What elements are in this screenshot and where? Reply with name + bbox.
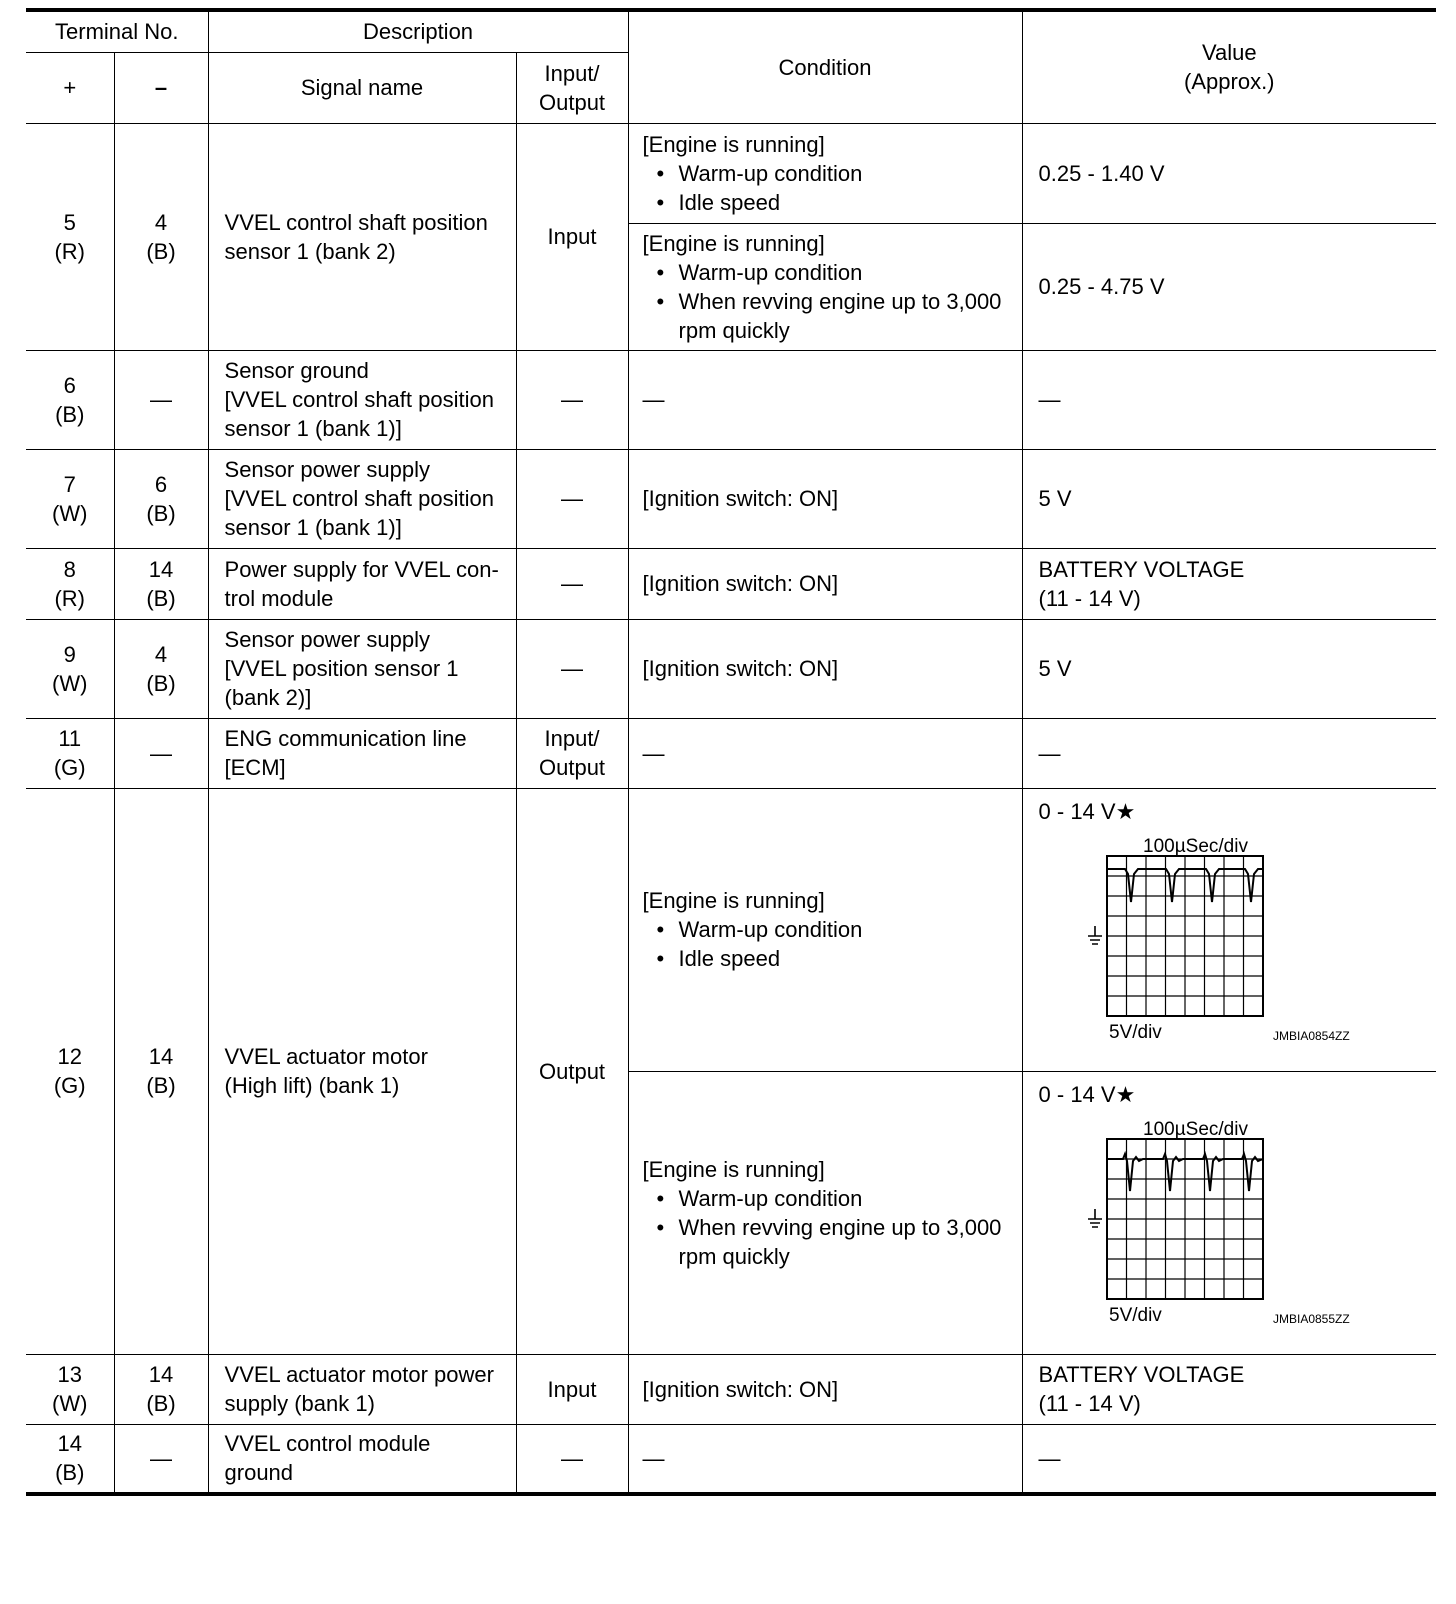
signal-line: VVEL actuator motor power <box>224 1362 494 1387</box>
input-output: — <box>516 1424 628 1494</box>
terminal-plus <box>26 718 114 788</box>
terminal-minus <box>114 619 208 718</box>
condition: — <box>628 718 1022 788</box>
header-condition: Condition <box>628 10 1022 123</box>
signal-line: ENG communication line <box>224 726 467 751</box>
condition-bullet: • Idle speed <box>643 944 1012 973</box>
input-output: Input <box>516 123 628 350</box>
signal-line: Sensor power supply <box>224 627 430 652</box>
condition-bullet: • Idle speed <box>643 188 1012 217</box>
table-row <box>26 788 1436 1071</box>
waveform-grid <box>1107 856 1263 1016</box>
terminal-minus: — <box>114 350 208 449</box>
signal-line: supply (bank 1) <box>224 1391 375 1416</box>
waveform-timebase: 100µSec/div <box>1142 835 1248 857</box>
table-row <box>26 619 1436 718</box>
waveform-timebase: 100µSec/div <box>1142 1118 1248 1140</box>
terminal-number: 14 <box>57 1431 82 1457</box>
signal-line: Power supply for VVEL con- <box>224 556 499 582</box>
input-output: Input <box>516 1354 628 1424</box>
signal-line: trol module <box>224 585 334 611</box>
value <box>1022 548 1436 619</box>
input-output: — <box>516 350 628 449</box>
value-line: BATTERY VOLTAGE <box>1038 556 1245 582</box>
terminal-minus <box>114 1354 208 1424</box>
terminal-minus <box>114 788 208 1354</box>
signal-line: sensor 1 (bank 2) <box>224 238 396 264</box>
signal-line: VVEL control module <box>224 1431 431 1457</box>
oscilloscope-waveform <box>1039 826 1409 1066</box>
signal-line: sensor 1 (bank 1)] <box>224 416 402 441</box>
signal-line: sensor 1 (bank 1)] <box>224 515 402 540</box>
wire-color: (G) <box>53 755 86 780</box>
signal-name <box>208 123 516 350</box>
ground-icon <box>1088 1209 1102 1227</box>
condition <box>628 1071 1022 1354</box>
value: — <box>1022 350 1436 449</box>
table-row <box>26 123 1436 223</box>
value: 5 V <box>1022 449 1436 548</box>
condition-bullet: • When revving engine up to 3,000 rpm quickly <box>643 287 1012 345</box>
header-io-line2: Output <box>539 89 606 115</box>
io-line: Output <box>539 755 606 780</box>
value-line: (11 - 14 V) <box>1038 1391 1141 1416</box>
table-row <box>26 548 1436 619</box>
waveform-value: 0 - 14 V★ <box>1038 1081 1136 1107</box>
header-value-line1: Value <box>1201 40 1257 66</box>
condition: [Ignition switch: ON] <box>628 548 1022 619</box>
signal-name <box>208 548 516 619</box>
wire-color: (B) <box>146 1073 176 1098</box>
terminal-plus <box>26 449 114 548</box>
value: 0.25 - 4.75 V <box>1022 223 1436 350</box>
condition: [Ignition switch: ON] <box>628 449 1022 548</box>
signal-line: [ECM] <box>224 755 286 780</box>
terminal-plus <box>26 123 114 350</box>
wire-color: (B) <box>146 500 176 526</box>
signal-line: VVEL control shaft position <box>224 209 488 235</box>
header-description: Description <box>208 10 628 52</box>
terminal-plus <box>26 1424 114 1494</box>
signal-name <box>208 1354 516 1424</box>
terminal-minus <box>114 449 208 548</box>
io-line: Input/ <box>544 726 600 751</box>
header-io-line1: Input/ <box>544 60 600 86</box>
signal-line: [VVEL control shaft position <box>224 486 494 511</box>
signal-line: Sensor power supply <box>224 457 430 482</box>
wire-color: (B) <box>146 585 176 611</box>
terminal-number: 14 <box>148 1044 174 1069</box>
terminal-number: 6 <box>154 471 168 497</box>
waveform-grid <box>1107 1139 1263 1299</box>
signal-name <box>208 1424 516 1494</box>
terminal-minus <box>114 548 208 619</box>
signal-line: Sensor ground <box>224 358 369 383</box>
condition-title: [Engine is running] <box>642 230 825 256</box>
terminal-plus <box>26 548 114 619</box>
header-signal-name: Signal name <box>208 52 516 123</box>
value: — <box>1022 718 1436 788</box>
wire-color: (B) <box>146 238 176 264</box>
terminal-spec-table <box>26 8 1436 1496</box>
signal-name <box>208 788 516 1354</box>
table-row <box>26 449 1436 548</box>
condition <box>628 788 1022 1071</box>
condition-title: [Engine is running] <box>642 888 825 913</box>
value: 0.25 - 1.40 V <box>1022 123 1436 223</box>
figure-code: JMBIA0854ZZ <box>1272 1028 1350 1043</box>
wire-color: (B) <box>146 1391 176 1416</box>
terminal-number: 6 <box>63 372 76 398</box>
condition-bullet: • Warm-up condition <box>643 258 1012 287</box>
input-output: — <box>516 548 628 619</box>
table-row <box>26 350 1436 449</box>
input-output <box>516 718 628 788</box>
terminal-number: 13 <box>57 1362 82 1387</box>
input-output: — <box>516 619 628 718</box>
value-waveform <box>1022 788 1436 1071</box>
oscilloscope-waveform <box>1039 1109 1409 1349</box>
figure-code: JMBIA0855ZZ <box>1272 1311 1350 1326</box>
value: — <box>1022 1424 1436 1494</box>
ground-icon <box>1088 926 1102 944</box>
terminal-plus <box>26 788 114 1354</box>
signal-line: [VVEL control shaft position <box>224 387 494 412</box>
value <box>1022 1354 1436 1424</box>
condition-title: [Engine is running] <box>642 131 825 157</box>
signal-name <box>208 350 516 449</box>
signal-line: (bank 2)] <box>224 685 312 710</box>
header-row-1 <box>26 10 1436 52</box>
condition <box>628 123 1022 223</box>
table-row <box>26 1354 1436 1424</box>
condition <box>628 223 1022 350</box>
terminal-plus <box>26 1354 114 1424</box>
wire-color: (G) <box>53 1073 86 1098</box>
value-waveform <box>1022 1071 1436 1354</box>
signal-name <box>208 619 516 718</box>
signal-name <box>208 449 516 548</box>
waveform-figure <box>1039 826 1427 1071</box>
value-line: BATTERY VOLTAGE <box>1038 1362 1245 1387</box>
terminal-plus <box>26 619 114 718</box>
header-value <box>1022 10 1436 123</box>
terminal-minus <box>114 123 208 350</box>
wire-color: (W) <box>52 1391 88 1416</box>
condition: — <box>628 1424 1022 1494</box>
terminal-minus: — <box>114 1424 208 1494</box>
waveform-volt-div: 5V/div <box>1108 1021 1162 1043</box>
condition-bullet: • When revving engine up to 3,000 rpm quickly <box>643 1213 1012 1271</box>
signal-line: ground <box>224 1460 294 1486</box>
signal-line: VVEL actuator motor <box>224 1044 428 1069</box>
signal-line: [VVEL position sensor 1 <box>224 656 459 681</box>
wire-color: (W) <box>52 500 88 526</box>
terminal-number: 14 <box>148 556 174 582</box>
condition-bullet: • Warm-up condition <box>643 159 1012 188</box>
input-output: Output <box>516 788 628 1354</box>
condition: [Ignition switch: ON] <box>628 619 1022 718</box>
wire-color: (W) <box>52 670 88 696</box>
signal-line: (High lift) (bank 1) <box>224 1073 400 1098</box>
terminal-number: 14 <box>148 1362 174 1387</box>
terminal-number: 7 <box>63 471 76 497</box>
header-plus: + <box>26 52 114 123</box>
waveform-value: 0 - 14 V★ <box>1038 798 1136 824</box>
condition-bullet: • Warm-up condition <box>643 915 1012 944</box>
header-input-output <box>516 52 628 123</box>
wire-color: (B) <box>55 401 85 427</box>
header-minus: – <box>114 52 208 123</box>
value-line: (11 - 14 V) <box>1038 585 1141 611</box>
waveform-volt-div: 5V/div <box>1108 1304 1162 1326</box>
terminal-minus: — <box>114 718 208 788</box>
value: 5 V <box>1022 619 1436 718</box>
input-output: — <box>516 449 628 548</box>
terminal-number: 9 <box>63 641 76 667</box>
waveform-figure <box>1039 1109 1427 1354</box>
wire-color: (B) <box>55 1460 85 1486</box>
terminal-number: 12 <box>57 1044 82 1069</box>
wire-color: (B) <box>146 670 176 696</box>
terminal-number: 11 <box>58 726 82 751</box>
condition-title: [Engine is running] <box>642 1156 825 1182</box>
wire-color: (R) <box>54 238 86 264</box>
condition-bullet: • Warm-up condition <box>643 1184 1012 1213</box>
table-row <box>26 1424 1436 1494</box>
grid-lines <box>1107 1139 1263 1299</box>
terminal-plus <box>26 350 114 449</box>
terminal-number: 5 <box>63 209 76 235</box>
condition: [Ignition switch: ON] <box>628 1354 1022 1424</box>
table-row <box>26 718 1436 788</box>
header-value-line2: (Approx.) <box>1184 69 1275 95</box>
signal-name <box>208 718 516 788</box>
header-terminal-no: Terminal No. <box>26 10 208 52</box>
terminal-number: 8 <box>63 556 76 582</box>
terminal-number: 4 <box>154 209 168 235</box>
grid-lines <box>1107 856 1263 1016</box>
condition: — <box>628 350 1022 449</box>
wire-color: (R) <box>54 585 86 611</box>
terminal-number: 4 <box>154 641 168 667</box>
